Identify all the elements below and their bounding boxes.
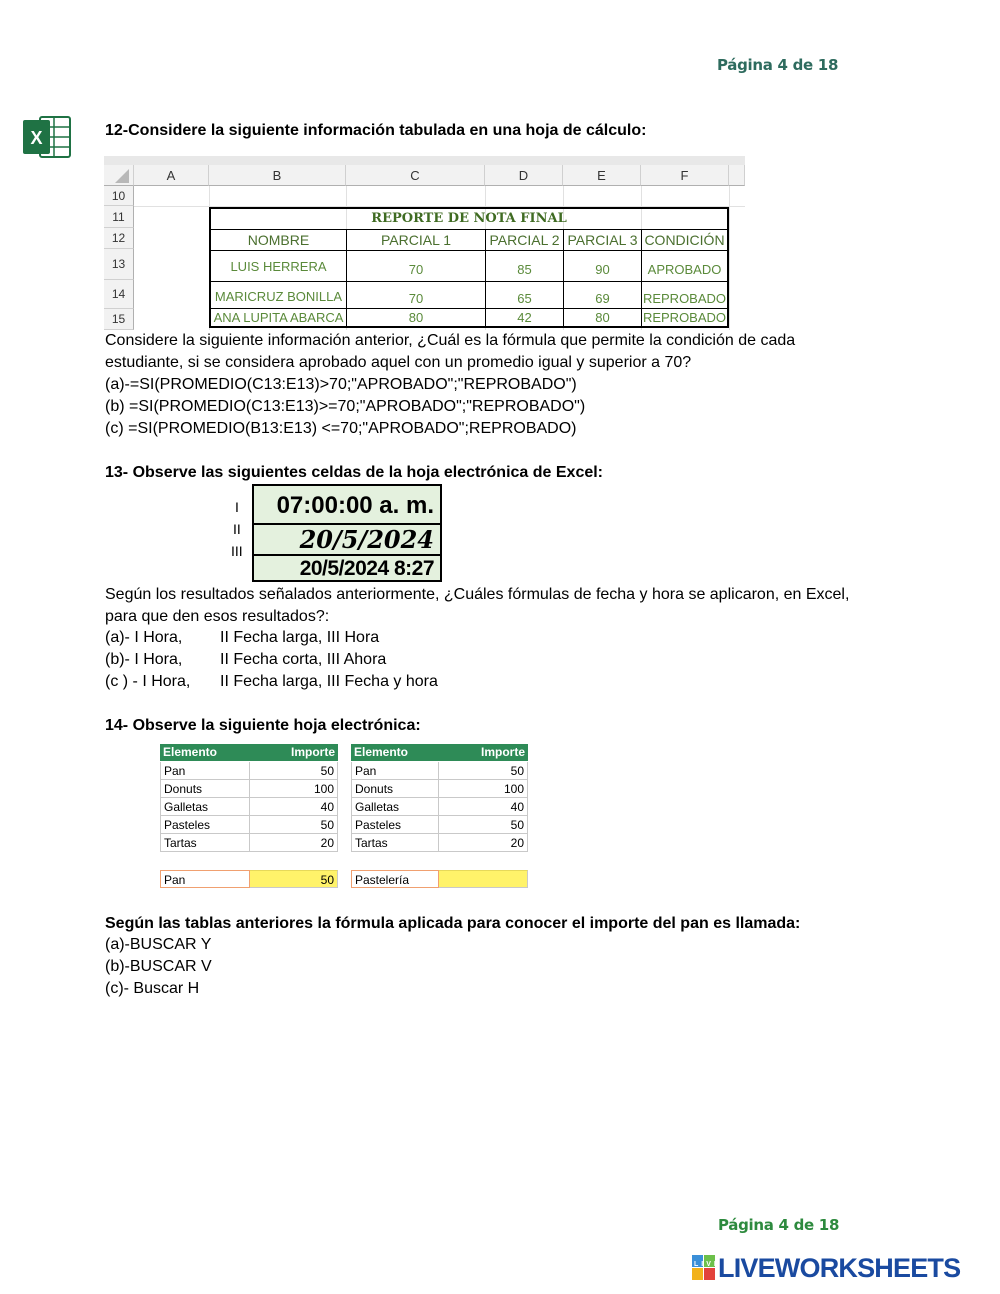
lookup-key-cell: Pastelería (351, 870, 439, 888)
table-cell: Pasteles (351, 816, 439, 834)
table-cell: 50 (439, 816, 528, 834)
time-cell: 07:00:00 a. m. (276, 492, 434, 519)
q12-question-line: estudiante, si se considera aprobado aquel con un promedio igual y superior a 70? (105, 354, 692, 371)
header-page-number: Página 4 de 18 (717, 56, 839, 74)
table-cell: Pan (351, 762, 439, 780)
q12-option-a[interactable]: (a)-=SI(PROMEDIO(C13:E13)>70;"APROBADO";"REPROBADO") (105, 376, 577, 393)
cell-label: III (231, 543, 243, 559)
liveworksheets-logo[interactable] (692, 1253, 992, 1283)
report-table (209, 207, 729, 328)
table-header: Elemento (351, 744, 439, 761)
q12-option-c[interactable]: (c) =SI(PROMEDIO(B13:E13) <=70;"APROBADO";REPROBADO) (105, 420, 577, 437)
row-header: 13 (104, 249, 134, 280)
table-cell: Pasteles (160, 816, 250, 834)
brand-name: LIVEWORKSHEETS (718, 1253, 961, 1283)
row-header: 15 (104, 309, 134, 330)
column-header: E (563, 165, 641, 186)
table-cell: 85 (517, 262, 532, 277)
table-cell: 20 (250, 834, 338, 852)
table-cell: Galletas (351, 798, 439, 816)
q14-option-c[interactable]: (c)- Buscar H (105, 980, 200, 997)
table-header: Importe (439, 744, 528, 761)
q13-question-line: Según los resultados señalados anteriormente, ¿Cuáles fórmulas de fecha y hora se aplicaron, en Excel, (105, 586, 850, 603)
lookup-tables (160, 744, 530, 890)
svg-text:X: X (30, 128, 43, 148)
q14-question: Según las tablas anteriores la fórmula aplicada para conocer el importe del pan es llamada: (105, 915, 801, 932)
table-header: Elemento (160, 744, 250, 761)
table-cell: 100 (439, 780, 528, 798)
table-cell: 40 (250, 798, 338, 816)
table-cell: ANA LUPITA ABARCA (213, 310, 344, 325)
table-cell: Tartas (160, 834, 250, 852)
q13-option-a[interactable] (105, 627, 380, 649)
table-cell: APROBADO (647, 262, 722, 277)
excel-date-time-cells (252, 484, 442, 582)
q13-question-line: para que den esos resultados?: (105, 608, 330, 625)
option-prefix: (c ) - I Hora, (105, 673, 191, 690)
option-prefix: (b)- I Hora, (105, 651, 183, 668)
q14-option-a[interactable]: (a)-BUSCAR Y (105, 936, 212, 953)
table-cell: 50 (250, 762, 338, 780)
table-cell: 40 (439, 798, 528, 816)
report-spreadsheet (104, 156, 745, 330)
liveworksheets-mark-icon (692, 1255, 722, 1281)
table-cell: LUIS HERRERA (230, 259, 327, 274)
table-cell: 80 (595, 310, 610, 325)
table-cell: 70 (408, 262, 424, 277)
cell-label: I (235, 499, 239, 515)
q14-option-b[interactable]: (b)-BUSCAR V (105, 958, 212, 975)
report-title: REPORTE DE NOTA FINAL (371, 211, 567, 226)
logo-mark-text: LIVE (694, 1261, 722, 1268)
row-header: 12 (104, 228, 134, 249)
table-cell: Galletas (160, 798, 250, 816)
table-cell: 42 (517, 310, 532, 325)
table-cell: REPROBADO (642, 291, 727, 306)
table-cell: Pan (160, 762, 250, 780)
table-cell: 65 (517, 291, 532, 306)
q12-question-line: Considere la siguiente información anterior, ¿Cuál es la fórmula que permite la condición de cada (105, 332, 796, 349)
q13-option-c[interactable] (105, 671, 438, 693)
column-header: C (346, 165, 485, 186)
header-cell: PARCIAL 1 (380, 232, 452, 248)
table-cell: 50 (439, 762, 528, 780)
option-text: II Fecha corta, III Ahora (220, 651, 387, 668)
table-header: Importe (250, 744, 338, 761)
column-header: A (134, 165, 209, 186)
table-cell: MARICRUZ BONILLA (214, 289, 343, 304)
table-cell: Tartas (351, 834, 439, 852)
cell-label: II (233, 521, 241, 537)
column-header: B (209, 165, 346, 186)
q12-option-b[interactable]: (b) =SI(PROMEDIO(C13:E13)>=70;"APROBADO";"REPROBADO") (105, 398, 586, 415)
lookup-key-cell: Pan (160, 870, 250, 888)
table-cell: 90 (595, 262, 610, 277)
option-text: II Fecha larga, III Hora (220, 629, 380, 646)
sheet-corner (104, 165, 134, 186)
footer-page-number: Página 4 de 18 (718, 1216, 840, 1234)
table-cell: 70 (408, 291, 424, 306)
table-cell: 69 (595, 291, 610, 306)
header-cell: PARCIAL 2 (489, 232, 560, 248)
table-cell: Donuts (351, 780, 439, 798)
table-cell: 80 (408, 310, 424, 325)
row-header: 10 (104, 186, 134, 206)
header-cell: NOMBRE (247, 232, 310, 248)
header-cell: PARCIAL 3 (567, 232, 638, 248)
lookup-result-cell: 50 (250, 870, 338, 888)
date-cell: 20/5/2024 (299, 525, 434, 554)
question-14-title: 14- Observe la siguiente hoja electrónica: (105, 717, 421, 734)
column-header: F (641, 165, 729, 186)
option-text: II Fecha larga, III Fecha y hora (220, 673, 438, 690)
datetime-cell: 20/5/2024 8:27 (299, 557, 434, 580)
option-prefix: (a)- I Hora, (105, 629, 183, 646)
row-header: 11 (104, 206, 134, 228)
table-cell: 100 (250, 780, 338, 798)
table-cell: 50 (250, 816, 338, 834)
table-cell: 20 (439, 834, 528, 852)
lookup-result-cell (439, 870, 528, 888)
column-header: D (485, 165, 563, 186)
table-cell: REPROBADO (642, 310, 727, 325)
header-cell: CONDICIÓN (644, 232, 725, 248)
table-cell: Donuts (160, 780, 250, 798)
excel-logo-icon (22, 114, 72, 160)
row-header: 14 (104, 280, 134, 309)
question-12-title: 12-Considere la siguiente información tabulada en una hoja de cálculo: (105, 122, 647, 139)
question-13-title: 13- Observe las siguientes celdas de la hoja electrónica de Excel: (105, 464, 604, 481)
q13-option-b[interactable] (105, 649, 387, 671)
